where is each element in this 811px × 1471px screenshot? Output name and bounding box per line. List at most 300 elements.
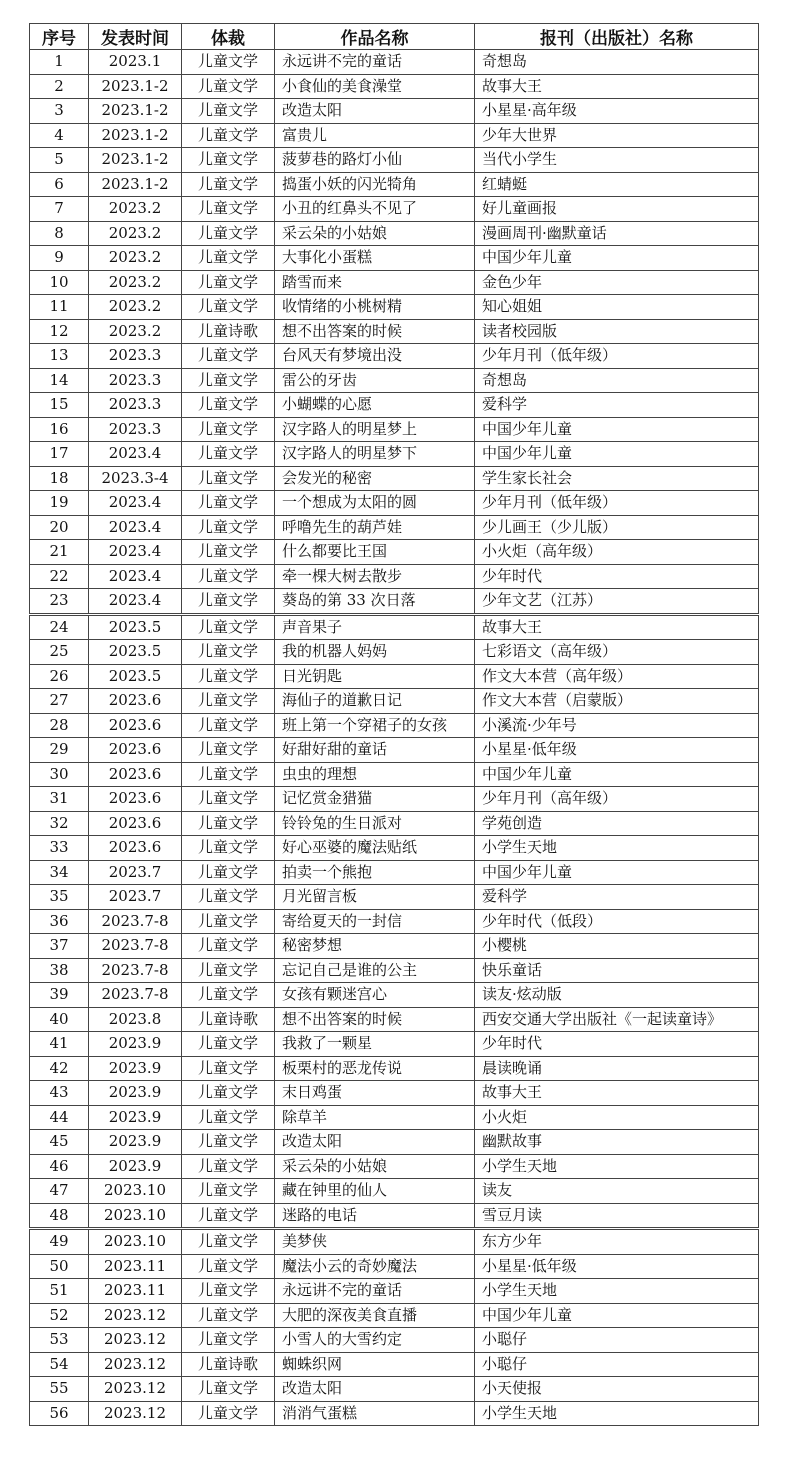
- cell-genre: 儿童文学: [182, 50, 275, 75]
- cell-publisher: 金色少年: [475, 270, 759, 295]
- cell-publisher: 作文大本营（启蒙版）: [475, 689, 759, 714]
- cell-publisher: 少年文艺（江苏）: [475, 589, 759, 615]
- cell-title: 小蝴蝶的心愿: [275, 393, 475, 418]
- cell-date: 2023.9: [89, 1154, 182, 1179]
- cell-title: 好心巫婆的魔法贴纸: [275, 836, 475, 861]
- cell-title: 汉字路人的明星梦下: [275, 442, 475, 467]
- cell-title: 班上第一个穿裙子的女孩: [275, 713, 475, 738]
- cell-index: 20: [30, 515, 89, 540]
- cell-index: 42: [30, 1056, 89, 1081]
- cell-index: 6: [30, 172, 89, 197]
- cell-date: 2023.2: [89, 295, 182, 320]
- cell-title: 牵一棵大树去散步: [275, 564, 475, 589]
- cell-publisher: 小学生天地: [475, 1279, 759, 1304]
- cell-date: 2023.12: [89, 1328, 182, 1353]
- cell-index: 13: [30, 344, 89, 369]
- table-row: [30, 491, 759, 516]
- cell-publisher: 少年时代（低段）: [475, 909, 759, 934]
- cell-date: 2023.8: [89, 1007, 182, 1032]
- table-row: [30, 74, 759, 99]
- table-body: [30, 50, 759, 1426]
- cell-publisher: 故事大王: [475, 74, 759, 99]
- cell-publisher: 小星星·高年级: [475, 99, 759, 124]
- cell-title: 寄给夏天的一封信: [275, 909, 475, 934]
- cell-publisher: 读友: [475, 1179, 759, 1204]
- table-row: [30, 1032, 759, 1057]
- cell-genre: 儿童文学: [182, 958, 275, 983]
- cell-title: 永远讲不完的童话: [275, 1279, 475, 1304]
- cell-index: 10: [30, 270, 89, 295]
- cell-genre: 儿童文学: [182, 983, 275, 1008]
- cell-publisher: 小聪仔: [475, 1352, 759, 1377]
- cell-title: 美梦侠: [275, 1229, 475, 1255]
- cell-index: 16: [30, 417, 89, 442]
- cell-publisher: 爱科学: [475, 885, 759, 910]
- cell-title: 日光钥匙: [275, 664, 475, 689]
- cell-title: 板栗村的恶龙传说: [275, 1056, 475, 1081]
- cell-genre: 儿童文学: [182, 221, 275, 246]
- cell-index: 14: [30, 368, 89, 393]
- cell-index: 31: [30, 787, 89, 812]
- cell-index: 28: [30, 713, 89, 738]
- cell-genre: 儿童文学: [182, 1279, 275, 1304]
- cell-genre: 儿童诗歌: [182, 1007, 275, 1032]
- cell-date: 2023.3: [89, 393, 182, 418]
- cell-publisher: 中国少年儿童: [475, 860, 759, 885]
- cell-date: 2023.7-8: [89, 983, 182, 1008]
- cell-title: 迷路的电话: [275, 1203, 475, 1229]
- cell-date: 2023.9: [89, 1130, 182, 1155]
- cell-index: 37: [30, 934, 89, 959]
- cell-date: 2023.4: [89, 442, 182, 467]
- cell-date: 2023.12: [89, 1303, 182, 1328]
- table-row: [30, 99, 759, 124]
- cell-title: 末日鸡蛋: [275, 1081, 475, 1106]
- table-row: [30, 836, 759, 861]
- cell-index: 22: [30, 564, 89, 589]
- cell-publisher: 学苑创造: [475, 811, 759, 836]
- cell-title: 富贵儿: [275, 123, 475, 148]
- cell-index: 46: [30, 1154, 89, 1179]
- cell-title: 声音果子: [275, 614, 475, 640]
- table-row: [30, 148, 759, 173]
- table-row: [30, 640, 759, 665]
- table-row: [30, 246, 759, 271]
- cell-date: 2023.4: [89, 491, 182, 516]
- cell-date: 2023.7: [89, 860, 182, 885]
- cell-index: 54: [30, 1352, 89, 1377]
- cell-publisher: 幽默故事: [475, 1130, 759, 1155]
- table-row: [30, 1056, 759, 1081]
- cell-publisher: 小樱桃: [475, 934, 759, 959]
- cell-genre: 儿童文学: [182, 393, 275, 418]
- cell-genre: 儿童文学: [182, 148, 275, 173]
- cell-publisher: 中国少年儿童: [475, 246, 759, 271]
- cell-date: 2023.3: [89, 417, 182, 442]
- cell-index: 53: [30, 1328, 89, 1353]
- cell-genre: 儿童文学: [182, 589, 275, 615]
- cell-index: 8: [30, 221, 89, 246]
- cell-genre: 儿童文学: [182, 1328, 275, 1353]
- table-row: [30, 713, 759, 738]
- cell-publisher: 晨读晚诵: [475, 1056, 759, 1081]
- cell-index: 51: [30, 1279, 89, 1304]
- cell-date: 2023.9: [89, 1105, 182, 1130]
- cell-index: 33: [30, 836, 89, 861]
- cell-publisher: 中国少年儿童: [475, 762, 759, 787]
- cell-genre: 儿童文学: [182, 515, 275, 540]
- table-row: [30, 738, 759, 763]
- cell-genre: 儿童文学: [182, 1229, 275, 1255]
- cell-title: 台风天有梦境出没: [275, 344, 475, 369]
- cell-index: 50: [30, 1254, 89, 1279]
- header-index: 序号: [30, 24, 89, 50]
- cell-date: 2023.10: [89, 1203, 182, 1229]
- cell-publisher: 小学生天地: [475, 836, 759, 861]
- cell-date: 2023.6: [89, 689, 182, 714]
- table-row: [30, 934, 759, 959]
- cell-genre: 儿童文学: [182, 738, 275, 763]
- cell-date: 2023.10: [89, 1179, 182, 1204]
- cell-genre: 儿童文学: [182, 442, 275, 467]
- cell-publisher: 西安交通大学出版社《一起读童诗》: [475, 1007, 759, 1032]
- cell-genre: 儿童文学: [182, 540, 275, 565]
- cell-genre: 儿童文学: [182, 1377, 275, 1402]
- header-genre: 体裁: [182, 24, 275, 50]
- cell-genre: 儿童文学: [182, 1105, 275, 1130]
- cell-publisher: 小溪流·少年号: [475, 713, 759, 738]
- cell-date: 2023.2: [89, 319, 182, 344]
- cell-title: 小食仙的美食澡堂: [275, 74, 475, 99]
- cell-date: 2023.7-8: [89, 909, 182, 934]
- table-row: [30, 197, 759, 222]
- cell-title: 一个想成为太阳的圆: [275, 491, 475, 516]
- cell-date: 2023.6: [89, 738, 182, 763]
- cell-title: 捣蛋小妖的闪光犄角: [275, 172, 475, 197]
- cell-publisher: 少年时代: [475, 564, 759, 589]
- cell-genre: 儿童文学: [182, 172, 275, 197]
- cell-index: 24: [30, 614, 89, 640]
- cell-publisher: 好儿童画报: [475, 197, 759, 222]
- cell-title: 什么都要比王国: [275, 540, 475, 565]
- cell-index: 18: [30, 466, 89, 491]
- cell-publisher: 少年月刊（低年级）: [475, 344, 759, 369]
- cell-publisher: 小星星·低年级: [475, 1254, 759, 1279]
- cell-title: 海仙子的道歉日记: [275, 689, 475, 714]
- cell-title: 改造太阳: [275, 1130, 475, 1155]
- header-row: [30, 24, 759, 50]
- cell-date: 2023.5: [89, 664, 182, 689]
- cell-genre: 儿童文学: [182, 885, 275, 910]
- cell-index: 23: [30, 589, 89, 615]
- cell-genre: 儿童文学: [182, 614, 275, 640]
- table-row: [30, 1130, 759, 1155]
- cell-index: 29: [30, 738, 89, 763]
- cell-genre: 儿童文学: [182, 689, 275, 714]
- cell-index: 47: [30, 1179, 89, 1204]
- cell-publisher: 七彩语文（高年级）: [475, 640, 759, 665]
- cell-genre: 儿童文学: [182, 564, 275, 589]
- cell-publisher: 作文大本营（高年级）: [475, 664, 759, 689]
- cell-date: 2023.2: [89, 221, 182, 246]
- cell-date: 2023.9: [89, 1032, 182, 1057]
- table-row: [30, 909, 759, 934]
- cell-publisher: 雪豆月读: [475, 1203, 759, 1229]
- cell-index: 7: [30, 197, 89, 222]
- cell-date: 2023.6: [89, 713, 182, 738]
- table-row: [30, 295, 759, 320]
- table-row: [30, 1352, 759, 1377]
- cell-index: 19: [30, 491, 89, 516]
- cell-publisher: 读者校园版: [475, 319, 759, 344]
- cell-genre: 儿童文学: [182, 1081, 275, 1106]
- table-row: [30, 172, 759, 197]
- cell-index: 39: [30, 983, 89, 1008]
- publication-table: [29, 23, 759, 1426]
- cell-publisher: 故事大王: [475, 1081, 759, 1106]
- table-row: [30, 983, 759, 1008]
- cell-genre: 儿童文学: [182, 99, 275, 124]
- table-row: [30, 270, 759, 295]
- cell-genre: 儿童文学: [182, 860, 275, 885]
- cell-date: 2023.4: [89, 589, 182, 615]
- table-row: [30, 860, 759, 885]
- header-publisher: 报刊（出版社）名称: [475, 24, 759, 50]
- table-row: [30, 368, 759, 393]
- cell-genre: 儿童文学: [182, 1303, 275, 1328]
- cell-title: 月光留言板: [275, 885, 475, 910]
- table-row: [30, 221, 759, 246]
- cell-index: 26: [30, 664, 89, 689]
- cell-title: 拍卖一个熊抱: [275, 860, 475, 885]
- header-title: 作品名称: [275, 24, 475, 50]
- cell-publisher: 小学生天地: [475, 1401, 759, 1426]
- cell-title: 踏雪而来: [275, 270, 475, 295]
- cell-title: 女孩有颗迷宫心: [275, 983, 475, 1008]
- cell-date: 2023.2: [89, 270, 182, 295]
- cell-genre: 儿童文学: [182, 1056, 275, 1081]
- cell-genre: 儿童文学: [182, 295, 275, 320]
- cell-date: 2023.1-2: [89, 74, 182, 99]
- cell-index: 17: [30, 442, 89, 467]
- cell-genre: 儿童文学: [182, 1032, 275, 1057]
- cell-date: 2023.4: [89, 540, 182, 565]
- cell-publisher: 少年月刊（高年级）: [475, 787, 759, 812]
- cell-index: 52: [30, 1303, 89, 1328]
- cell-index: 4: [30, 123, 89, 148]
- table-row: [30, 1279, 759, 1304]
- publication-list: [29, 23, 759, 1426]
- cell-publisher: 爱科学: [475, 393, 759, 418]
- cell-index: 27: [30, 689, 89, 714]
- cell-publisher: 知心姐姐: [475, 295, 759, 320]
- cell-publisher: 小火炬: [475, 1105, 759, 1130]
- table-row: [30, 540, 759, 565]
- cell-title: 葵岛的第 33 次日落: [275, 589, 475, 615]
- cell-publisher: 奇想岛: [475, 368, 759, 393]
- cell-genre: 儿童文学: [182, 1130, 275, 1155]
- cell-title: 菠萝巷的路灯小仙: [275, 148, 475, 173]
- cell-title: 采云朵的小姑娘: [275, 1154, 475, 1179]
- cell-title: 藏在钟里的仙人: [275, 1179, 475, 1204]
- header-date: 发表时间: [89, 24, 182, 50]
- cell-genre: 儿童文学: [182, 123, 275, 148]
- cell-index: 11: [30, 295, 89, 320]
- cell-title: 永远讲不完的童话: [275, 50, 475, 75]
- cell-date: 2023.2: [89, 246, 182, 271]
- cell-title: 消消气蛋糕: [275, 1401, 475, 1426]
- cell-genre: 儿童文学: [182, 1179, 275, 1204]
- table-row: [30, 1007, 759, 1032]
- cell-publisher: 少年大世界: [475, 123, 759, 148]
- cell-index: 25: [30, 640, 89, 665]
- cell-title: 虫虫的理想: [275, 762, 475, 787]
- cell-index: 21: [30, 540, 89, 565]
- cell-index: 43: [30, 1081, 89, 1106]
- cell-date: 2023.11: [89, 1254, 182, 1279]
- cell-index: 1: [30, 50, 89, 75]
- cell-genre: 儿童文学: [182, 713, 275, 738]
- cell-date: 2023.6: [89, 811, 182, 836]
- cell-index: 56: [30, 1401, 89, 1426]
- cell-genre: 儿童文学: [182, 1254, 275, 1279]
- table-row: [30, 1105, 759, 1130]
- cell-date: 2023.5: [89, 614, 182, 640]
- table-row: [30, 1203, 759, 1229]
- cell-genre: 儿童文学: [182, 368, 275, 393]
- cell-genre: 儿童文学: [182, 246, 275, 271]
- cell-publisher: 漫画周刊·幽默童话: [475, 221, 759, 246]
- cell-date: 2023.3: [89, 368, 182, 393]
- cell-publisher: 少年时代: [475, 1032, 759, 1057]
- cell-title: 大事化小蛋糕: [275, 246, 475, 271]
- table-row: [30, 664, 759, 689]
- table-row: [30, 689, 759, 714]
- cell-index: 3: [30, 99, 89, 124]
- cell-date: 2023.12: [89, 1352, 182, 1377]
- cell-title: 想不出答案的时候: [275, 1007, 475, 1032]
- cell-publisher: 故事大王: [475, 614, 759, 640]
- cell-genre: 儿童文学: [182, 270, 275, 295]
- cell-genre: 儿童文学: [182, 762, 275, 787]
- cell-date: 2023.1-2: [89, 99, 182, 124]
- cell-date: 2023.7-8: [89, 958, 182, 983]
- cell-title: 改造太阳: [275, 99, 475, 124]
- table-row: [30, 442, 759, 467]
- cell-index: 36: [30, 909, 89, 934]
- cell-publisher: 小星星·低年级: [475, 738, 759, 763]
- table-row: [30, 787, 759, 812]
- cell-title: 蜘蛛织网: [275, 1352, 475, 1377]
- cell-title: 我的机器人妈妈: [275, 640, 475, 665]
- cell-genre: 儿童文学: [182, 74, 275, 99]
- table-row: [30, 589, 759, 615]
- cell-title: 收情绪的小桃树精: [275, 295, 475, 320]
- cell-date: 2023.6: [89, 787, 182, 812]
- table-row: [30, 1229, 759, 1255]
- cell-title: 小丑的红鼻头不见了: [275, 197, 475, 222]
- cell-genre: 儿童文学: [182, 197, 275, 222]
- cell-date: 2023.1-2: [89, 148, 182, 173]
- cell-index: 45: [30, 1130, 89, 1155]
- cell-title: 记忆赏金猎猫: [275, 787, 475, 812]
- cell-date: 2023.9: [89, 1081, 182, 1106]
- cell-genre: 儿童文学: [182, 664, 275, 689]
- cell-date: 2023.6: [89, 762, 182, 787]
- table-row: [30, 1303, 759, 1328]
- cell-index: 2: [30, 74, 89, 99]
- table-row: [30, 393, 759, 418]
- cell-index: 12: [30, 319, 89, 344]
- cell-genre: 儿童文学: [182, 934, 275, 959]
- cell-date: 2023.4: [89, 515, 182, 540]
- cell-title: 忘记自己是谁的公主: [275, 958, 475, 983]
- cell-date: 2023.1-2: [89, 123, 182, 148]
- cell-date: 2023.1-2: [89, 172, 182, 197]
- cell-date: 2023.11: [89, 1279, 182, 1304]
- table-row: [30, 1081, 759, 1106]
- cell-title: 我救了一颗星: [275, 1032, 475, 1057]
- cell-title: 魔法小云的奇妙魔法: [275, 1254, 475, 1279]
- cell-index: 55: [30, 1377, 89, 1402]
- cell-date: 2023.1: [89, 50, 182, 75]
- cell-publisher: 读友·炫动版: [475, 983, 759, 1008]
- table-row: [30, 614, 759, 640]
- cell-date: 2023.10: [89, 1229, 182, 1255]
- table-row: [30, 1154, 759, 1179]
- cell-index: 5: [30, 148, 89, 173]
- table-row: [30, 515, 759, 540]
- cell-genre: 儿童文学: [182, 1154, 275, 1179]
- cell-title: 会发光的秘密: [275, 466, 475, 491]
- cell-index: 44: [30, 1105, 89, 1130]
- cell-publisher: 少儿画王（少儿版）: [475, 515, 759, 540]
- cell-genre: 儿童文学: [182, 491, 275, 516]
- cell-index: 32: [30, 811, 89, 836]
- cell-genre: 儿童文学: [182, 836, 275, 861]
- cell-publisher: 红蜻蜓: [475, 172, 759, 197]
- cell-publisher: 小聪仔: [475, 1328, 759, 1353]
- cell-date: 2023.3-4: [89, 466, 182, 491]
- cell-publisher: 奇想岛: [475, 50, 759, 75]
- cell-index: 9: [30, 246, 89, 271]
- cell-publisher: 中国少年儿童: [475, 442, 759, 467]
- cell-index: 30: [30, 762, 89, 787]
- cell-date: 2023.3: [89, 344, 182, 369]
- cell-genre: 儿童文学: [182, 466, 275, 491]
- cell-genre: 儿童文学: [182, 787, 275, 812]
- cell-index: 35: [30, 885, 89, 910]
- table-row: [30, 1377, 759, 1402]
- table-row: [30, 762, 759, 787]
- cell-date: 2023.2: [89, 197, 182, 222]
- cell-date: 2023.7: [89, 885, 182, 910]
- cell-publisher: 少年月刊（低年级）: [475, 491, 759, 516]
- cell-title: 呼噜先生的葫芦娃: [275, 515, 475, 540]
- cell-date: 2023.5: [89, 640, 182, 665]
- table-row: [30, 50, 759, 75]
- cell-publisher: 东方少年: [475, 1229, 759, 1255]
- table-row: [30, 1328, 759, 1353]
- cell-publisher: 当代小学生: [475, 148, 759, 173]
- cell-title: 秘密梦想: [275, 934, 475, 959]
- cell-title: 改造太阳: [275, 1377, 475, 1402]
- cell-publisher: 小天使报: [475, 1377, 759, 1402]
- cell-title: 采云朵的小姑娘: [275, 221, 475, 246]
- cell-index: 41: [30, 1032, 89, 1057]
- cell-publisher: 中国少年儿童: [475, 1303, 759, 1328]
- cell-publisher: 学生家长社会: [475, 466, 759, 491]
